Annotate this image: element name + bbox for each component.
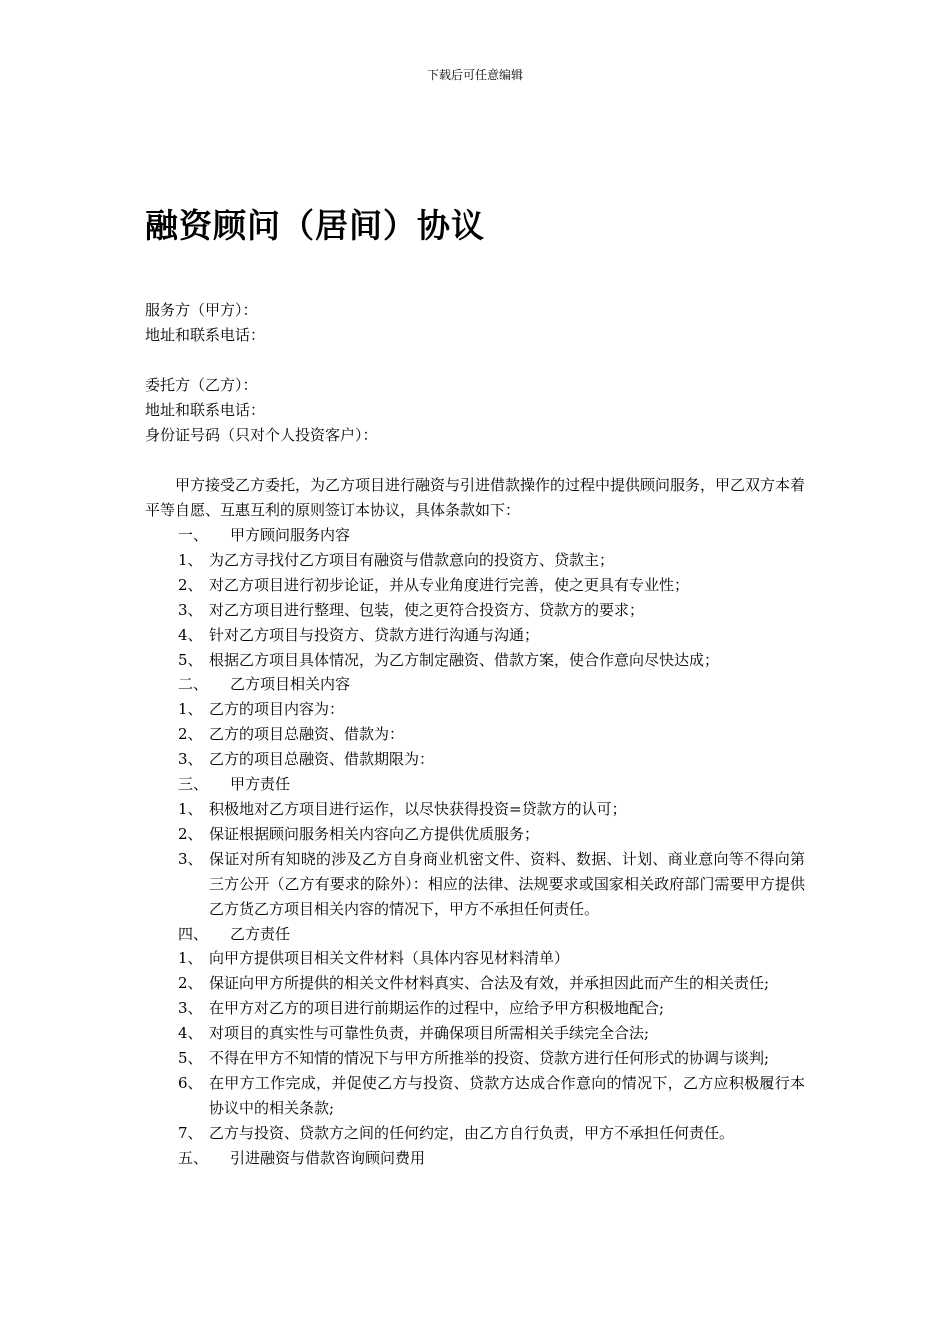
section-number: 五、 bbox=[178, 1148, 209, 1167]
section-title: 引进融资与借款咨询顾问费用 bbox=[230, 1148, 426, 1167]
clause-item bbox=[145, 946, 805, 971]
page-header: 下载后可任意编辑 bbox=[426, 68, 523, 82]
clause-text: 对乙方项目进行初步论证，并从专业角度进行完善，使之更具有专业性； bbox=[209, 575, 690, 594]
section-number: 二、 bbox=[178, 675, 209, 694]
intro-paragraph: 甲方接受乙方委托，为乙方项目进行融资与引进借款操作的过程中提供顾问服务，甲乙双方本着平等自愿、互惠互利的原则签订本协议，具体条款如下： bbox=[145, 476, 806, 519]
clause-item bbox=[145, 996, 805, 1021]
clause-text: 为乙方寻找付乙方项目有融资与借款意向的投资方、贷款主； bbox=[209, 550, 615, 569]
clauses bbox=[145, 523, 805, 1171]
party-b-label: 委托方（乙方）： bbox=[145, 376, 258, 394]
clause-number: 5、 bbox=[178, 650, 203, 669]
clause-text: 积极地对乙方项目进行运作，以尽快获得投资=贷款方的认可； bbox=[209, 799, 627, 818]
clause-item bbox=[145, 1121, 805, 1146]
section-number: 三、 bbox=[178, 775, 209, 794]
clause-item bbox=[145, 648, 805, 673]
section-heading bbox=[145, 772, 805, 797]
clause-text: 乙方与投资、贷款方之间的任何约定，由乙方自行负责，甲方不承担任何责任。 bbox=[209, 1123, 735, 1142]
section-title: 甲方责任 bbox=[230, 775, 291, 794]
clause-text: 保证对所有知晓的涉及乙方自身商业机密文件、资料、数据、计划、商业意向等不得向第三方公开（乙方有要求的除外）：相应的法律、法规要求或国家相关政府部门需要甲方提供乙方货乙方项目相关内容的情况下，甲方不承担任何责任。 bbox=[209, 849, 805, 918]
clause-number: 6、 bbox=[178, 1073, 203, 1092]
clause-item bbox=[145, 797, 805, 822]
clause-number: 1、 bbox=[178, 949, 203, 968]
section-number: 一、 bbox=[178, 526, 209, 544]
clause-item bbox=[145, 548, 805, 573]
section-heading bbox=[145, 922, 805, 947]
clause-number: 1、 bbox=[178, 700, 203, 719]
clause-text: 保证根据顾问服务相关内容向乙方提供优质服务； bbox=[209, 824, 540, 843]
clause-number: 7、 bbox=[178, 1123, 203, 1142]
section-title: 甲方顾问服务内容 bbox=[230, 526, 351, 544]
clause-text: 针对乙方项目与投资方、贷款方进行沟通与沟通； bbox=[209, 625, 540, 644]
clause-text: 乙方的项目内容为： bbox=[209, 700, 345, 719]
clause-text: 对项目的真实性与可靠性负责，并确保项目所需相关手续完全合法; bbox=[209, 1024, 650, 1043]
clause-item bbox=[145, 697, 805, 722]
section-heading bbox=[145, 523, 805, 548]
clause-item bbox=[145, 971, 805, 996]
section-title: 乙方项目相关内容 bbox=[230, 675, 351, 694]
clause-number: 5、 bbox=[178, 1049, 203, 1068]
clause-text: 保证向甲方所提供的相关文件材料真实、合法及有效，并承担因此而产生的相关责任; bbox=[209, 974, 770, 993]
clause-item bbox=[145, 1071, 805, 1121]
section-heading bbox=[145, 672, 805, 697]
clause-number: 2、 bbox=[178, 824, 203, 843]
clause-item bbox=[145, 1021, 805, 1046]
clause-number: 3、 bbox=[178, 999, 203, 1018]
clause-item bbox=[145, 847, 805, 922]
party-b-address: 地址和联系电话： bbox=[145, 401, 266, 419]
clause-number: 3、 bbox=[178, 750, 203, 769]
section-number: 四、 bbox=[178, 924, 209, 943]
clause-text: 在甲方工作完成，并促使乙方与投资、贷款方达成合作意向的情况下，乙方应积极履行本协议中的相关条款; bbox=[209, 1073, 805, 1117]
clause-number: 2、 bbox=[178, 575, 203, 594]
party-b-id: 身份证号码（只对个人投资客户）： bbox=[145, 426, 378, 444]
clause-number: 3、 bbox=[178, 600, 203, 619]
party-a-label: 服务方（甲方）： bbox=[145, 301, 258, 319]
clause-number: 4、 bbox=[178, 625, 203, 644]
clause-text: 乙方的项目总融资、借款期限为： bbox=[209, 750, 435, 769]
clause-number: 1、 bbox=[178, 799, 203, 818]
clause-number: 3、 bbox=[178, 849, 203, 868]
clause-number: 2、 bbox=[178, 725, 203, 744]
clause-text: 对乙方项目进行整理、包装，使之更符合投资方、贷款方的要求； bbox=[209, 600, 645, 619]
section-title: 乙方责任 bbox=[230, 924, 291, 943]
clause-number: 1、 bbox=[178, 550, 203, 569]
clause-item bbox=[145, 747, 805, 772]
clause-text: 根据乙方项目具体情况，为乙方制定融资、借款方案，使合作意向尽快达成； bbox=[209, 650, 720, 669]
clause-number: 4、 bbox=[178, 1024, 203, 1043]
clause-item bbox=[145, 573, 805, 598]
section-heading bbox=[145, 1146, 805, 1171]
clause-item bbox=[145, 722, 805, 747]
clause-item bbox=[145, 822, 805, 847]
clause-item bbox=[145, 598, 805, 623]
clause-number: 2、 bbox=[178, 974, 203, 993]
clause-item bbox=[145, 623, 805, 648]
document-title: 融资顾问（居间）协议 bbox=[145, 206, 485, 245]
clause-item bbox=[145, 1046, 805, 1071]
clause-text: 向甲方提供项目相关文件材料（具体内容见材料清单） bbox=[209, 949, 570, 968]
party-a-address: 地址和联系电话： bbox=[145, 326, 266, 344]
clause-text: 不得在甲方不知情的情况下与甲方所推举的投资、贷款方进行任何形式的协调与谈判; bbox=[209, 1049, 770, 1068]
clause-text: 在甲方对乙方的项目进行前期运作的过程中，应给予甲方积极地配合; bbox=[209, 999, 665, 1018]
clause-text: 乙方的项目总融资、借款为： bbox=[209, 725, 405, 744]
